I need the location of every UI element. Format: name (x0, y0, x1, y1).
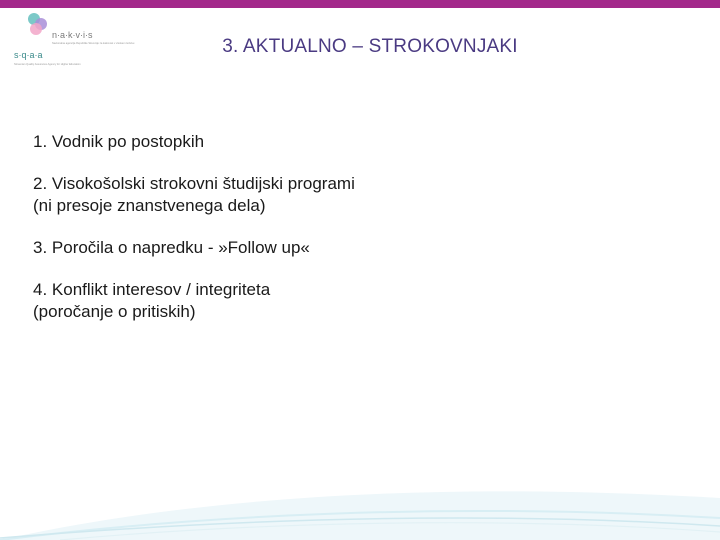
list-item (33, 131, 653, 153)
list-item-line: 2. Visokošolski strokovni študijski programi (33, 174, 355, 193)
list-item (33, 173, 653, 217)
slide-title: 3. AKTUALNO – STROKOVNJAKI (222, 36, 518, 57)
list-item-line: (ni presoje znanstvenega dela) (33, 196, 266, 215)
slide-content (33, 131, 653, 343)
list-item-line: 1. Vodnik po postopkih (33, 132, 205, 151)
list-item (33, 237, 653, 259)
speech-bubbles-logo-icon (8, 10, 135, 74)
logo-brand-text: n·a·k·v·i·s (52, 30, 93, 40)
logo (8, 10, 135, 74)
list-item (33, 279, 653, 323)
list-item-line: 4. Konflikt interesov / integriteta (33, 280, 271, 299)
logo-secondary-text: s·q·a·a (14, 50, 43, 60)
decorative-swoosh (0, 460, 720, 540)
swoosh-back (0, 491, 720, 540)
list-item-line: 3. Poročila o napredku - »Follow up« (33, 238, 310, 257)
top-accent-bar (0, 0, 720, 8)
logo-bubble-pink (30, 23, 42, 35)
logo-brand-subtitle: Nacionalna agencija Republike Slovenije za kakovost v visokem šolstvu (52, 42, 135, 45)
list-item-line: (poročanje o pritiskih) (33, 302, 196, 321)
logo-secondary-subtitle: Slovenian Quality Assurance Agency for Higher Education (14, 63, 81, 66)
